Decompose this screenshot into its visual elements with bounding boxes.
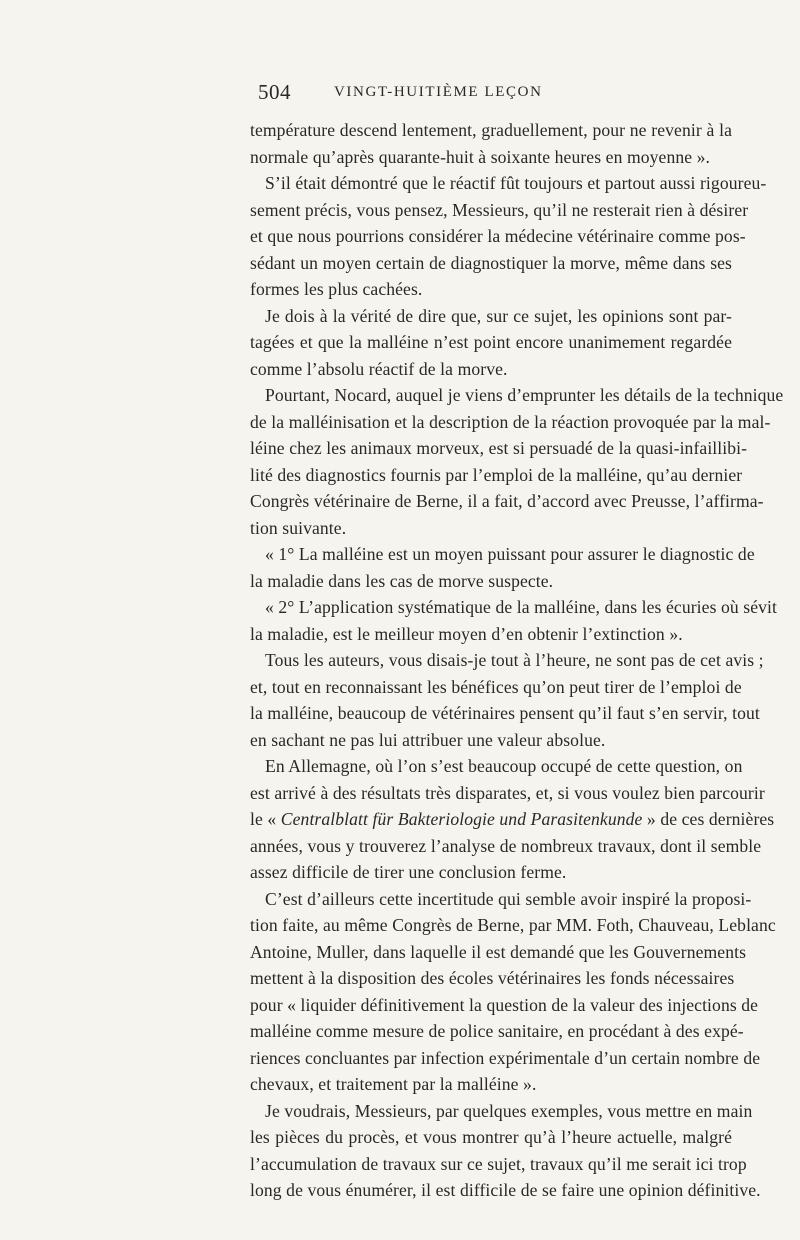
text-line: C’est d’ailleurs cette incertitude qui semble avoir inspiré la proposi- [265,888,752,909]
text-line: Je dois à la vérité de dire que, sur ce sujet, les opinions sont par- [265,305,732,326]
text-line: lité des diagnostics fournis par l’emploi de la malléine, qu’au dernier [250,464,743,485]
text-line: tagées et que la malléine n’est point encore unanimement regardée [250,332,732,352]
text-line: malléine comme mesure de police sanitaire, en procédant à des expé- [250,1021,744,1041]
text-line: la maladie dans les cas de morve suspecte. [250,570,554,591]
text-line: riences concluantes par infection expérimentale d’un certain nombre de [250,1047,761,1068]
text-line: est arrivé à des résultats très disparates, et, si vous voulez bien parcourir [250,782,765,803]
text-line: Tous les auteurs, vous disais-je tout à l’heure, ne sont pas de cet avis ; [265,650,764,670]
text-line: Antoine, Muller, dans laquelle il est demandé que les Gouvernements [250,941,747,962]
text-line: pour « liquider définitivement la question de la valeur des injections de [250,994,759,1015]
text-line: années, vous y trouverez l’analyse de nombreux travaux, dont il semble [250,835,762,856]
text-line-before: le « [250,809,281,829]
text-line-after: » de ces dernières [642,809,775,829]
text-line: sédant un moyen certain de diagnostiquer la morve, même dans ses [250,252,732,273]
text-line: Pourtant, Nocard, auquel je viens d’emprunter les détails de la technique [265,385,784,405]
text-line: et que nous pourrions considérer la médecine vétérinaire comme pos- [250,226,746,246]
text-line: long de vous énumérer, il est difficile de se faire une opinion définitive. [250,1180,761,1200]
text-line: sement précis, vous pensez, Messieurs, qu’il ne resterait rien à désirer [250,199,749,220]
text-line: normale qu’après quarante-huit à soixante heures en moyenne ». [250,146,711,167]
text-line [250,806,775,833]
running-title: VINGT-HUITIÈME LEÇON [334,84,543,100]
text-line: léine chez les animaux morveux, est si persuadé de la quasi-infaillibi- [250,438,748,458]
text-line: chevaux, et traitement par la malléine ». [250,1074,537,1094]
text-line: l’accumulation de travaux sur ce sujet, travaux qu’il me serait ici trop [250,1153,747,1174]
text-line: « 2° L’application systématique de la malléine, dans les écuries où sévit [265,597,778,617]
text-line: la maladie, est le meilleur moyen d’en obtenir l’extinction ». [250,623,683,644]
text-line: en sachant ne pas lui attribuer une valeur absolue. [250,729,606,750]
text-line: Congrès vétérinaire de Berne, il a fait, d’accord avec Preusse, l’affirma- [250,491,764,511]
text-line: En Allemagne, où l’on s’est beaucoup occupé de cette question, on [265,756,743,776]
text-line: de la malléinisation et la description de la réaction provoquée par la mal- [250,411,771,432]
text-line: tion suivante. [250,517,347,538]
page-number: 504 [258,80,291,104]
text-line: Je voudrais, Messieurs, par quelques exemples, vous mettre en main [265,1100,753,1121]
text-line: formes les plus cachées. [250,279,423,299]
text-line: mettent à la disposition des écoles vétérinaires les fonds nécessaires [250,968,735,988]
body-text [250,117,784,1204]
page-header [258,80,778,112]
text-line: comme l’absolu réactif de la morve. [250,358,508,379]
text-line: S’il était démontré que le réactif fût toujours et partout aussi rigoureu- [265,173,767,193]
text-line: « 1° La malléine est un moyen puissant pour assurer le diagnostic de [265,544,755,564]
text-line: température descend lentement, graduellement, pour ne revenir à la [250,120,732,140]
text-line: tion faite, au même Congrès de Berne, par MM. Foth, Chauveau, Leblanc [250,915,776,935]
text-line: les pièces du procès, et vous montrer qu’à l’heure actuelle, malgré [250,1127,732,1147]
text-line: la malléine, beaucoup de vétérinaires pensent qu’il faut s’en servir, tout [250,703,760,723]
text-line: et, tout en reconnaissant les bénéfices qu’on peut tirer de l’emploi de [250,676,742,697]
text-line: assez difficile de tirer une conclusion ferme. [250,862,567,882]
journal-title: Centralblatt für Bakteriologie und Parasitenkunde [280,809,643,829]
